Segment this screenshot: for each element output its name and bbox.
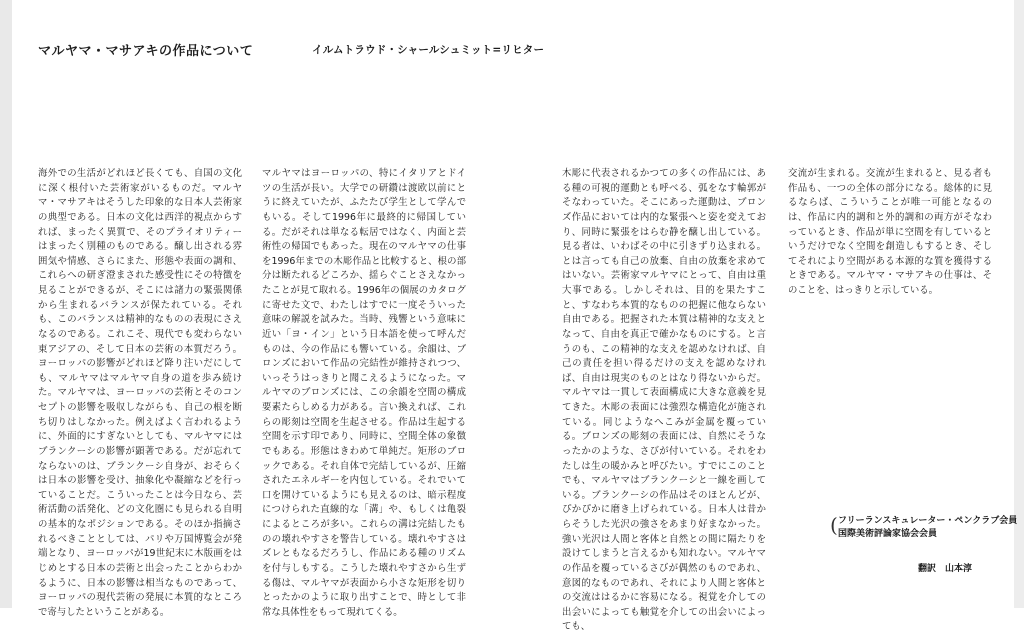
text-column-4: 交流が生まれる。交流が生まれると、見る者も作品も、一つの全体の部分になる。総体的に見るならば、こういうことが唯一可能となるのは、作品に内的調和と外的調和の両方がそなわっているとき、作品が単に空間を有しているというだけでなく空間を創造しもするとき、そしてそれにより空間がある本源的な質を獲得するときである。マルヤマ・マサアキの仕事は、そのことを、はっきりと示している。 [788, 168, 992, 296]
left-gutter [0, 0, 12, 608]
text-column-2: マルヤマはヨーロッパの、特にイタリアとドイツの生活が長い。大学での研鑽は渡欧以前にとうに終えていたが、ふたたび学生として学んでもいる。そして1996年に最終的に帰国している。だがそれは単なる転居ではなく、内面と芸術性の帰国でもあった。現在のマルヤマの仕事を1996年までの木彫作品と比較すると、根の部分は断たれるどころか、揺らぐことさえなかったことが見て取れる。1996年の個展のカタログに寄せた文で、わたしはすでに一度そういった意味の解説を試みた。当時、残響という意味に近い「ヨ・イン」という日本語を使って呼んだものは、今の作品にも響いている。余韻は、ブロンズにおいて作品の完結性が維持されつつ、いっそうはっきりと聞こえるようになった。マルヤマのブロンズには、この余韻を空間の構成要素たらしめる力がある。言い換えれば、これらの彫刻は空間を生起させる。作品は生起する空間を示す印であり、同時に、空間全体の象徴でもある。形態はきわめて単純だ。矩形のブロックである。それ自体で完結しているが、圧縮されたエネルギーを内包している。それでいて口を開けているようにも見えるのは、暗示程度につけられた直線的な「溝」や、もしくは亀裂によるところが多い。これらの溝は完結したものの壊れやすさを警告している。壊れやすさはズレともなるだろうし、作品にある種のリズムを付与しもする。こうした壊れやすさから生ずる傷は、マルヤマが表面から小さな矩形を切りとったかのように取り出すことで、時として非常な具体性をもって現れてくる。 [262, 168, 466, 618]
affiliation-bracket: ( [830, 513, 838, 537]
author-name: イルムトラウド・シャールシュミット=リヒター [312, 44, 545, 56]
affiliation-line-2: 国際美術評論家協会会員 [838, 529, 938, 539]
author-affiliation [838, 515, 1017, 541]
article-title: マルヤマ・マサアキの作品について [38, 44, 254, 59]
affiliation-line-1: フリーランスキュレーター・ペンクラブ会員 [838, 516, 1018, 526]
text-column-3: 木彫に代表されるかつての多くの作品には、ある種の可視的運動とも呼べる、弧をなす輪郭がそなわっていた。そこにあった運動は、ブロンズ作品においては内的な緊張へと姿を変えており、同時に緊張をはらむ静を醸し出している。見る者は、いわばその中に引きずり込まれる。とは言っても自己の放棄、自由の放棄を求めてはいない。芸術家マルヤマにとって、自由は重大事である。しかしそれは、目的を果たすこと、すなわち本質的なものの把握に他ならない自由である。把握された本質は精神的な支えとなって、自由を真正で確かなものにする。と言うのも、この精神的な支えを認めなければ、自己の責任を担い得るだけの支えを認めなければ、自由は現実のものとはなり得ないからだ。マルヤマは一貫して表面構成に大きな意義を見てきた。木彫の表面には強烈な構造化が施されている。同じようなへこみが金属を覆っている。ブロンズの彫刻の表面には、自然にそうなったかのような、さびが付いている。それをわたしは生の暖かみと呼びたい。すでにこのことでも、マルヤマはブランクーシと一線を画している。ブランクーシの作品はそのほとんどが、ぴかぴかに磨き上げられている。日本人は昔からそうした光沢の強さをあまり好まなかった。強い光沢は人間と客体と自然との間に隔たりを設けてしまうと言えるかも知れない。マルヤマの作品を覆っているさびが偶然のものであれ、意図的なものであれ、それにより人間と客体との交流ははるかに容易になる。視覚を介しての出会いによっても触覚を介しての出会いによっても、 [562, 168, 766, 633]
translator-credit: 翻訳 山本淳 [918, 564, 973, 574]
text-column-1: 海外での生活がどれほど長くても、自国の文化に深く根付いた芸術家がいるものだ。マルヤマ・マサアキはそうした印象的な日本人芸術家の典型である。日本の文化は西洋的視点からすれば、まったく異質で、そのプライオリティーはまったく別種のものである。醸し出される雰囲気や情感、さらにまた、形態や表面の調和、これらへの研ぎ澄まされた感受性にその特徴を見ることができるが、そこには諸力の緊張関係から生まれるバランスが保たれている。それも、このバランスは精神的なものの表現にさえなるのである。これこそ、現代でも変わらない東アジアの、そして日本の芸術の本質だろう。ヨーロッパの影響がどれほど降り注いだにしても、マルヤマはマルヤマ自身の道を歩み続けた。マルヤマは、ヨーロッパの芸術とそのコンセプトの影響を吸収しながらも、自己の根を断ち切りはしなかった。例えばよく言われるように、外面的にすぎないとしても、マルヤマにはブランクーシの影響が顕著である。だが忘れてならないのは、ブランクーシ自身が、おそらくは日本の影響を受け、抽象化や凝縮などを行っていることだ。こういったことは今日なら、芸術活動の活発化、どの文化圏にも見られる自明の基本的なポジションである。そのほか指摘されるべきこととしては、パリや万国博覧会が発端となり、ヨーロッパが19世紀末に木版画をはじめとする日本の芸術と出会ったことからわかるように、日本の影響は相当なものであって、ヨーロッパの現代芸術の発展に本質的なところで寄与したということがある。 [38, 168, 242, 618]
